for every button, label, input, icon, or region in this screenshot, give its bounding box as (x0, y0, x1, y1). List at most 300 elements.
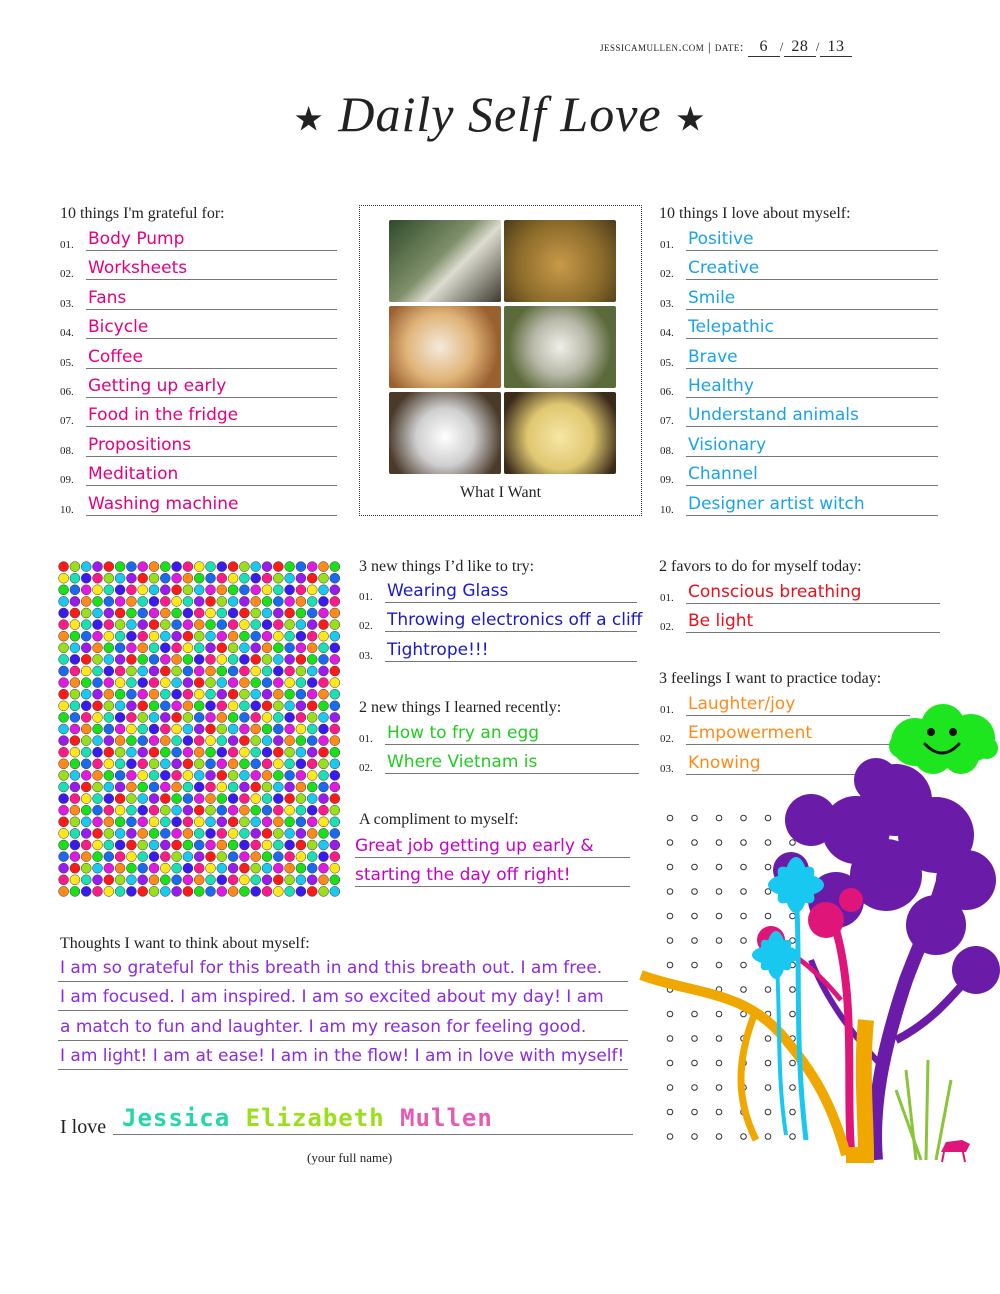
rainbow-dot (273, 666, 283, 676)
rainbow-dot (149, 585, 159, 595)
rainbow-dot (70, 701, 80, 711)
rainbow-dot (307, 689, 317, 699)
rainbow-dot (59, 828, 69, 838)
favors-number: 01. (660, 592, 674, 604)
rainbow-dot (115, 689, 125, 699)
rainbow-dot (160, 585, 170, 595)
rainbow-dot (70, 678, 80, 688)
love-row (660, 430, 938, 459)
rainbow-dot (251, 643, 261, 653)
love-number: 04. (660, 327, 674, 340)
rainbow-dot (296, 852, 306, 862)
rainbow-dot (228, 585, 238, 595)
rainbow-dot (296, 747, 306, 757)
rainbow-dot (149, 643, 159, 653)
rainbow-dot (81, 828, 91, 838)
compliment-line-1[interactable]: Great job getting up early & (355, 836, 594, 856)
rainbow-dot (206, 562, 216, 572)
rainbow-dot (149, 712, 159, 722)
rainbow-dot (138, 863, 148, 873)
rainbow-dot (126, 852, 136, 862)
rainbow-dot (160, 828, 170, 838)
grateful-row (60, 283, 337, 312)
grateful-row (60, 312, 337, 341)
date-year[interactable]: 13 (820, 38, 852, 57)
rainbow-dot (217, 736, 227, 746)
rainbow-dot (273, 770, 283, 780)
rainbow-dot (93, 585, 103, 595)
rainbow-dot (239, 886, 249, 896)
thought-line[interactable]: I am light! I am at ease! I am in the flow! I am in love with myself! (60, 1046, 625, 1067)
rainbow-dot (296, 596, 306, 606)
rainbow-dot (251, 724, 261, 734)
rainbow-dot (296, 689, 306, 699)
rainbow-dot (206, 724, 216, 734)
rainbow-dot (93, 817, 103, 827)
rainbow-dot (319, 585, 329, 595)
rainbow-dot (172, 678, 182, 688)
rainbow-dot (115, 585, 125, 595)
love-row (660, 489, 938, 518)
rainbow-dot (217, 817, 227, 827)
rainbow-dot (138, 712, 148, 722)
love-entry[interactable]: Positive (688, 229, 754, 249)
love-entry[interactable]: Telepathic (688, 317, 774, 338)
rainbow-dot (138, 794, 148, 804)
grateful-number: 02. (60, 268, 74, 281)
rainbow-dot (172, 631, 182, 641)
rainbow-dot (160, 840, 170, 850)
rainbow-dot (285, 678, 295, 688)
compliment-label: A compliment to myself: (359, 811, 519, 828)
rainbow-dot (296, 794, 306, 804)
rainbow-dot (149, 596, 159, 606)
rainbow-dot (59, 736, 69, 746)
grateful-number: 04. (60, 327, 74, 340)
rainbow-dot (149, 863, 159, 873)
love-entry[interactable]: Brave (688, 346, 738, 367)
compliment-line-2[interactable]: starting the day off right! (355, 865, 571, 885)
grateful-entry[interactable]: Propositions (88, 434, 192, 455)
rainbow-dot (330, 736, 340, 746)
rainbow-dot (262, 875, 272, 885)
grateful-number: 09. (60, 474, 74, 487)
love-entry[interactable]: Creative (688, 258, 760, 279)
thought-line[interactable]: a match to fun and laughter. I am my reason for feeling good. (60, 1016, 587, 1037)
owl-photo-3 (389, 306, 501, 388)
rainbow-dot (285, 596, 295, 606)
rainbow-dot (81, 596, 91, 606)
rainbow-dot (228, 794, 238, 804)
rainbow-dot (194, 620, 204, 630)
rainbow-dot (93, 863, 103, 873)
rainbow-dot (239, 852, 249, 862)
rainbow-dot (93, 782, 103, 792)
rainbow-dot (93, 805, 103, 815)
rainbow-dot (93, 759, 103, 769)
rainbow-dot (172, 689, 182, 699)
rainbow-dot (239, 805, 249, 815)
page-header: jessicamullen.com | date: 6 / 28 / 13 (600, 38, 852, 57)
love-entry[interactable]: Healthy (688, 376, 754, 396)
rainbow-dot (251, 736, 261, 746)
rainbow-dot (160, 805, 170, 815)
rainbow-dot (296, 817, 306, 827)
rainbow-dot (183, 747, 193, 757)
rainbow-dot (330, 863, 340, 873)
rainbow-dot (296, 585, 306, 595)
rainbow-dot (126, 840, 136, 850)
rainbow-dot (81, 631, 91, 641)
rainbow-dot (296, 631, 306, 641)
i-love-label: I love (60, 1116, 107, 1138)
rainbow-dot (138, 828, 148, 838)
rainbow-dot (273, 654, 283, 664)
rainbow-dot (194, 666, 204, 676)
rainbow-dot (183, 666, 193, 676)
rainbow-dot (160, 817, 170, 827)
rainbow-dot (93, 596, 103, 606)
rainbow-dot (251, 585, 261, 595)
rainbow-dot (70, 724, 80, 734)
rainbow-dot (183, 689, 193, 699)
rainbow-dot (59, 805, 69, 815)
rainbow-dot (262, 689, 272, 699)
rainbow-dot (115, 643, 125, 653)
rainbow-dot (183, 863, 193, 873)
try-entry[interactable]: Tightrope!!! (387, 639, 489, 660)
rainbow-dot (126, 666, 136, 676)
rainbow-dot (126, 678, 136, 688)
last-name: Mullen (400, 1104, 493, 1132)
rainbow-dot (217, 852, 227, 862)
middle-name: Elizabeth (245, 1104, 385, 1132)
rainbow-dot (262, 852, 272, 862)
rainbow-dot (217, 770, 227, 780)
rainbow-dot (228, 840, 238, 850)
rainbow-dot (81, 701, 91, 711)
rainbow-dot (330, 747, 340, 757)
grateful-number: 01. (60, 239, 74, 251)
rainbow-dot (81, 562, 91, 572)
rainbow-dot (160, 794, 170, 804)
rainbow-dot (273, 620, 283, 630)
rainbow-dot (104, 852, 114, 862)
rainbow-dot (160, 643, 170, 653)
rainbow-dot (126, 794, 136, 804)
rainbow-dot (149, 828, 159, 838)
rainbow-dot (217, 654, 227, 664)
owl-photo-2 (504, 220, 616, 302)
rainbow-dot (239, 562, 249, 572)
rainbow-dot (330, 643, 340, 653)
rainbow-dot (228, 643, 238, 653)
grateful-entry[interactable]: Bicycle (88, 317, 149, 338)
rainbow-dot (138, 805, 148, 815)
rainbow-dot (183, 654, 193, 664)
rainbow-dot (126, 828, 136, 838)
grateful-entry[interactable]: Worksheets (88, 258, 188, 279)
rainbow-dot (296, 828, 306, 838)
rainbow-dot (307, 608, 317, 618)
rainbow-dot (126, 886, 136, 896)
rainbow-dot (59, 770, 69, 780)
try-label: 3 new things I’d like to try: (359, 558, 535, 575)
feelings-number: 01. (660, 704, 674, 716)
grateful-entry[interactable]: Getting up early (88, 376, 227, 396)
grateful-entry[interactable]: Washing machine (88, 493, 239, 514)
try-entry[interactable]: Throwing electronics off a cliff (387, 610, 643, 631)
rainbow-dot (262, 620, 272, 630)
rainbow-dot (172, 863, 182, 873)
love-number: 10. (660, 503, 674, 516)
rainbow-dot (239, 759, 249, 769)
rainbow-dot (172, 840, 182, 850)
rainbow-dot (104, 701, 114, 711)
feelings-entry[interactable]: Empowerment (688, 723, 813, 744)
rainbow-dot (319, 596, 329, 606)
rainbow-dot (194, 817, 204, 827)
rainbow-dot (206, 585, 216, 595)
rainbow-dot (217, 596, 227, 606)
learned-entry[interactable]: How to fry an egg (387, 723, 540, 743)
rainbow-dot (251, 840, 261, 850)
rainbow-dot (81, 573, 91, 583)
rainbow-dot (319, 631, 329, 641)
rainbow-dot (160, 562, 170, 572)
rainbow-dot (81, 805, 91, 815)
rainbow-dot (104, 666, 114, 676)
rainbow-dot (273, 712, 283, 722)
rainbow-dot (262, 596, 272, 606)
rainbow-dot (126, 585, 136, 595)
rainbow-dot (104, 596, 114, 606)
rainbow-dot (285, 782, 295, 792)
love-number: 05. (660, 356, 674, 369)
rainbow-dot (228, 596, 238, 606)
rainbow-dot (296, 562, 306, 572)
rainbow-dot (81, 736, 91, 746)
rainbow-dot (115, 608, 125, 618)
rainbow-dot (194, 747, 204, 757)
thought-line[interactable]: I am focused. I am inspired. I am so excited about my day! I am (60, 987, 604, 1008)
rainbow-dot (138, 747, 148, 757)
vision-board-caption: What I Want (459, 484, 542, 501)
rainbow-dot (330, 794, 340, 804)
rainbow-dot (319, 678, 329, 688)
love-entry[interactable]: Visionary (688, 434, 767, 455)
grateful-entry[interactable]: Fans (88, 287, 127, 308)
rainbow-dot (81, 782, 91, 792)
rainbow-dot (81, 654, 91, 664)
rainbow-dot (172, 805, 182, 815)
rainbow-dot (319, 828, 329, 838)
rainbow-dot (262, 828, 272, 838)
rainbow-dot (149, 573, 159, 583)
rainbow-dot (262, 863, 272, 873)
rainbow-dot (228, 759, 238, 769)
rainbow-dot (183, 840, 193, 850)
rainbow-dot (172, 724, 182, 734)
love-entry[interactable]: Understand animals (688, 405, 859, 426)
feelings-entry[interactable]: Knowing (688, 752, 761, 773)
rainbow-dot (59, 875, 69, 885)
rainbow-dot (273, 562, 283, 572)
feelings-entry[interactable]: Laughter/joy (688, 694, 796, 714)
full-name[interactable] (122, 1104, 493, 1132)
rainbow-dot (273, 643, 283, 653)
rainbow-dot (319, 654, 329, 664)
rainbow-dot (330, 631, 340, 641)
rainbow-dot (228, 852, 238, 862)
rainbow-dot (206, 701, 216, 711)
rainbow-dot (194, 782, 204, 792)
rainbow-dot (70, 585, 80, 595)
rainbow-dot (206, 689, 216, 699)
rainbow-dot (319, 724, 329, 734)
grateful-entry[interactable]: Meditation (88, 464, 179, 485)
rainbow-dot (262, 805, 272, 815)
rainbow-dot (149, 805, 159, 815)
rainbow-dot (149, 631, 159, 641)
rainbow-dot (273, 701, 283, 711)
rainbow-dot (307, 770, 317, 780)
rainbow-dot (239, 678, 249, 688)
rainbow-dot (93, 666, 103, 676)
rainbow-dot (160, 712, 170, 722)
rainbow-dot (319, 701, 329, 711)
rainbow-dot (138, 666, 148, 676)
rainbow-dot (183, 643, 193, 653)
rainbow-dot (228, 817, 238, 827)
rainbow-dot (138, 770, 148, 780)
rainbow-dot (138, 596, 148, 606)
rainbow-dot (239, 794, 249, 804)
rainbow-dot (183, 620, 193, 630)
feelings-label: 3 feelings I want to practice today: (659, 670, 882, 687)
rainbow-dot (115, 596, 125, 606)
try-entry[interactable]: Wearing Glass (387, 581, 509, 601)
rainbow-dot (70, 712, 80, 722)
rainbow-dot (296, 782, 306, 792)
grateful-entry[interactable]: Coffee (88, 346, 143, 367)
love-entry[interactable]: Channel (688, 464, 758, 485)
love-entry[interactable]: Designer artist witch (688, 493, 865, 514)
rainbow-dot (307, 736, 317, 746)
rainbow-dot (104, 678, 114, 688)
rainbow-dot (70, 828, 80, 838)
rainbow-dot (251, 747, 261, 757)
rainbow-dot (285, 654, 295, 664)
grateful-entry[interactable]: Body Pump (88, 229, 185, 249)
rainbow-dot (239, 701, 249, 711)
rainbow-dot (319, 689, 329, 699)
rainbow-dot (104, 620, 114, 630)
rainbow-dot (296, 805, 306, 815)
love-entry[interactable]: Smile (688, 287, 736, 308)
rainbow-dot (160, 573, 170, 583)
rainbow-dot (59, 620, 69, 630)
favors-entry[interactable]: Conscious breathing (688, 582, 862, 602)
rainbow-dot (285, 573, 295, 583)
rainbow-dot (194, 585, 204, 595)
rainbow-dot (285, 562, 295, 572)
date-month[interactable]: 6 (748, 38, 780, 57)
rainbow-dot (285, 805, 295, 815)
rainbow-dot (93, 701, 103, 711)
rainbow-dot (251, 620, 261, 630)
rainbow-dot (81, 840, 91, 850)
rainbow-dot (217, 724, 227, 734)
rainbow-dot (251, 573, 261, 583)
rainbow-dot (285, 701, 295, 711)
rainbow-dot (296, 712, 306, 722)
rainbow-dot (206, 794, 216, 804)
rainbow-dot (104, 805, 114, 815)
rainbow-dot (93, 620, 103, 630)
learned-entry[interactable]: Where Vietnam is (387, 752, 538, 773)
rainbow-dot (138, 817, 148, 827)
rainbow-dot (330, 562, 340, 572)
rainbow-dot (307, 817, 317, 827)
thought-line[interactable]: I am so grateful for this breath in and this breath out. I am free. (60, 958, 603, 978)
owl-photo-1 (389, 220, 501, 302)
rainbow-dot (160, 782, 170, 792)
rainbow-dot (138, 608, 148, 618)
rainbow-dot (115, 817, 125, 827)
rainbow-dot (307, 620, 317, 630)
rainbow-dot (93, 770, 103, 780)
rainbow-dot (307, 643, 317, 653)
rainbow-dot (149, 724, 159, 734)
rainbow-dot (228, 886, 238, 896)
rainbow-dot (172, 852, 182, 862)
rainbow-dot (239, 817, 249, 827)
rainbow-dot (228, 654, 238, 664)
rainbow-dot (307, 562, 317, 572)
date-day[interactable]: 28 (784, 38, 816, 57)
rainbow-dot (93, 678, 103, 688)
rainbow-dot (172, 585, 182, 595)
rainbow-dot (104, 736, 114, 746)
rainbow-dot (138, 689, 148, 699)
rainbow-dot (59, 886, 69, 896)
rainbow-dot (217, 805, 227, 815)
rainbow-dot (217, 840, 227, 850)
rainbow-dot (126, 643, 136, 653)
rainbow-dot (115, 770, 125, 780)
rainbow-dot (228, 828, 238, 838)
love-row (660, 224, 938, 253)
grateful-entry[interactable]: Food in the fridge (88, 405, 239, 426)
rainbow-dot (319, 747, 329, 757)
rainbow-dot (262, 562, 272, 572)
rainbow-dot (330, 608, 340, 618)
rainbow-dot (228, 608, 238, 618)
rainbow-dot (149, 840, 159, 850)
rainbow-dot (81, 712, 91, 722)
rainbow-dot (183, 794, 193, 804)
rainbow-dot (307, 654, 317, 664)
rainbow-dot (307, 631, 317, 641)
rainbow-dot (206, 631, 216, 641)
favors-entry[interactable]: Be light (688, 611, 754, 632)
rainbow-dot (183, 712, 193, 722)
rainbow-dot (285, 620, 295, 630)
rainbow-dot (194, 701, 204, 711)
try-row (359, 635, 637, 664)
rainbow-dot (307, 596, 317, 606)
